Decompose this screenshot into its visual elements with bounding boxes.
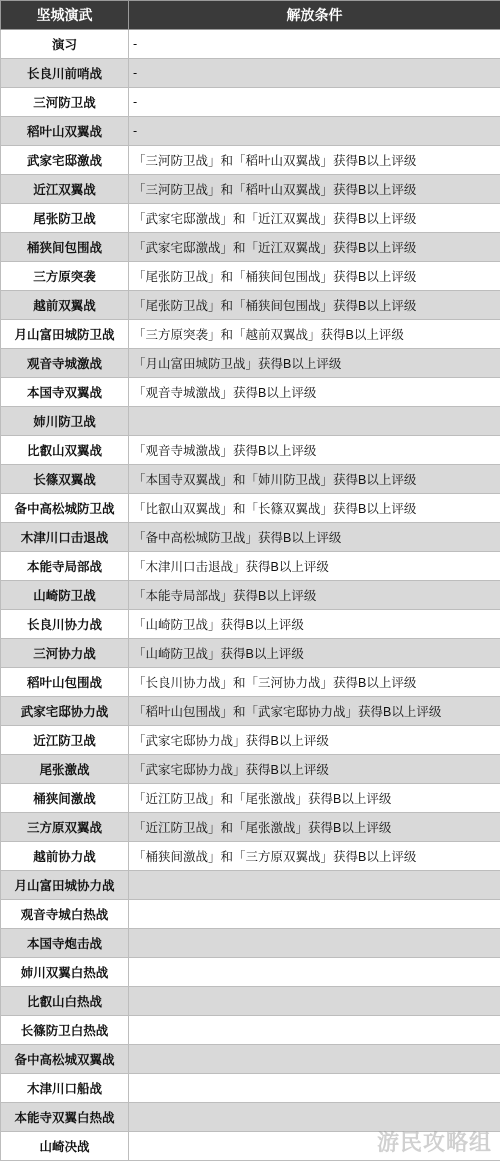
table-row <box>1 639 500 668</box>
column-header-stage: 坚城演武 <box>1 1 129 30</box>
table-row <box>1 726 500 755</box>
unlock-condition-cell <box>129 1016 500 1045</box>
table-row <box>1 929 500 958</box>
table-row <box>1 1074 500 1103</box>
watermark-logo: 游民攻略组 <box>376 1131 492 1156</box>
stage-name-cell: 山崎防卫战 <box>1 581 129 610</box>
table-row <box>1 175 500 204</box>
table-row <box>1 378 500 407</box>
unlock-condition-cell: 「三河防卫战」和「稻叶山双翼战」获得B以上评级 <box>129 175 500 204</box>
unlock-condition-cell: 「尾张防卫战」和「桶狭间包围战」获得B以上评级 <box>129 291 500 320</box>
table-row <box>1 291 500 320</box>
unlock-condition-cell: 「本能寺局部战」获得B以上评级 <box>129 581 500 610</box>
unlock-condition-cell: 「木津川口击退战」获得B以上评级 <box>129 552 500 581</box>
unlock-condition-cell: - <box>129 88 500 117</box>
unlock-condition-cell: 「三方原突袭」和「越前双翼战」获得B以上评级 <box>129 320 500 349</box>
stage-name-cell: 本国寺双翼战 <box>1 378 129 407</box>
table-row <box>1 320 500 349</box>
unlock-condition-cell: 「尾张防卫战」和「桶狭间包围战」获得B以上评级 <box>129 262 500 291</box>
unlock-condition-cell: 「本国寺双翼战」和「姉川防卫战」获得B以上评级 <box>129 465 500 494</box>
unlock-condition-cell: - <box>129 117 500 146</box>
table-row <box>1 407 500 436</box>
table-row <box>1 1045 500 1074</box>
table-row <box>1 755 500 784</box>
unlock-condition-cell <box>129 929 500 958</box>
stage-name-cell: 比叡山白热战 <box>1 987 129 1016</box>
stage-name-cell: 姉川双翼白热战 <box>1 958 129 987</box>
table-row <box>1 871 500 900</box>
table-row <box>1 784 500 813</box>
unlock-condition-cell: 「近江防卫战」和「尾张激战」获得B以上评级 <box>129 813 500 842</box>
unlock-condition-cell: 「武家宅邸激战」和「近江双翼战」获得B以上评级 <box>129 233 500 262</box>
table-row <box>1 987 500 1016</box>
stage-name-cell: 本能寺局部战 <box>1 552 129 581</box>
table-row <box>1 958 500 987</box>
stage-name-cell: 姉川防卫战 <box>1 407 129 436</box>
unlock-condition-cell: 「山崎防卫战」获得B以上评级 <box>129 610 500 639</box>
stage-name-cell: 近江双翼战 <box>1 175 129 204</box>
unlock-condition-cell: 「武家宅邸激战」和「近江双翼战」获得B以上评级 <box>129 204 500 233</box>
table-row <box>1 581 500 610</box>
stage-name-cell: 武家宅邸激战 <box>1 146 129 175</box>
table-row <box>1 523 500 552</box>
table-row <box>1 30 500 59</box>
unlock-condition-cell: 「山崎防卫战」获得B以上评级 <box>129 639 500 668</box>
unlock-condition-cell: 「比叡山双翼战」和「长篠双翼战」获得B以上评级 <box>129 494 500 523</box>
unlock-condition-cell: 「长良川协力战」和「三河协力战」获得B以上评级 <box>129 668 500 697</box>
unlock-condition-cell <box>129 1132 500 1161</box>
stage-name-cell: 尾张防卫战 <box>1 204 129 233</box>
stage-name-cell: 尾张激战 <box>1 755 129 784</box>
table-row <box>1 1103 500 1132</box>
stage-name-cell: 观音寺城白热战 <box>1 900 129 929</box>
stage-name-cell: 月山富田城协力战 <box>1 871 129 900</box>
stage-name-cell: 月山富田城防卫战 <box>1 320 129 349</box>
table-row <box>1 494 500 523</box>
stage-name-cell: 观音寺城激战 <box>1 349 129 378</box>
table-row <box>1 88 500 117</box>
table-row <box>1 233 500 262</box>
table-row <box>1 813 500 842</box>
table-row <box>1 465 500 494</box>
table-row <box>1 1132 500 1161</box>
stage-name-cell: 本能寺双翼白热战 <box>1 1103 129 1132</box>
stage-name-cell: 长篠双翼战 <box>1 465 129 494</box>
stage-name-cell: 三河协力战 <box>1 639 129 668</box>
unlock-condition-cell: - <box>129 59 500 88</box>
unlock-condition-cell <box>129 1074 500 1103</box>
stage-name-cell: 演习 <box>1 30 129 59</box>
unlock-condition-cell <box>129 958 500 987</box>
stage-name-cell: 武家宅邸协力战 <box>1 697 129 726</box>
table-row <box>1 146 500 175</box>
unlock-condition-cell: 「三河防卫战」和「稻叶山双翼战」获得B以上评级 <box>129 146 500 175</box>
table-row <box>1 900 500 929</box>
table-row <box>1 117 500 146</box>
stage-name-cell: 稻叶山双翼战 <box>1 117 129 146</box>
stage-name-cell: 备中高松城双翼战 <box>1 1045 129 1074</box>
stage-name-cell: 木津川口击退战 <box>1 523 129 552</box>
unlock-condition-cell: 「月山富田城防卫战」获得B以上评级 <box>129 349 500 378</box>
stage-name-cell: 三河防卫战 <box>1 88 129 117</box>
stage-name-cell: 越前协力战 <box>1 842 129 871</box>
table-row <box>1 668 500 697</box>
unlock-condition-cell: 「武家宅邸协力战」获得B以上评级 <box>129 755 500 784</box>
table-row <box>1 552 500 581</box>
unlock-condition-cell <box>129 1045 500 1074</box>
unlock-condition-cell: 「观音寺城激战」获得B以上评级 <box>129 378 500 407</box>
table-row <box>1 610 500 639</box>
stage-name-cell: 长篠防卫白热战 <box>1 1016 129 1045</box>
unlock-condition-cell <box>129 900 500 929</box>
stage-name-cell: 长良川协力战 <box>1 610 129 639</box>
unlock-condition-cell: 「备中高松城防卫战」获得B以上评级 <box>129 523 500 552</box>
unlock-condition-cell <box>129 1103 500 1132</box>
table-row <box>1 697 500 726</box>
table-row <box>1 436 500 465</box>
unlock-condition-cell <box>129 407 500 436</box>
stage-name-cell: 三方原双翼战 <box>1 813 129 842</box>
unlock-condition-cell: 「武家宅邸协力战」获得B以上评级 <box>129 726 500 755</box>
unlock-condition-cell: 「近江防卫战」和「尾张激战」获得B以上评级 <box>129 784 500 813</box>
stage-name-cell: 本国寺炮击战 <box>1 929 129 958</box>
stage-name-cell: 桶狭间激战 <box>1 784 129 813</box>
stage-name-cell: 备中高松城防卫战 <box>1 494 129 523</box>
unlock-condition-cell: - <box>129 30 500 59</box>
table-row <box>1 204 500 233</box>
stage-name-cell: 桶狭间包围战 <box>1 233 129 262</box>
table-header-row <box>1 1 500 30</box>
table-row <box>1 59 500 88</box>
unlock-condition-cell: 「桶狭间激战」和「三方原双翼战」获得B以上评级 <box>129 842 500 871</box>
stage-name-cell: 近江防卫战 <box>1 726 129 755</box>
unlock-condition-cell <box>129 871 500 900</box>
stage-name-cell: 稻叶山包围战 <box>1 668 129 697</box>
table-body <box>1 30 500 1161</box>
table-row <box>1 262 500 291</box>
unlock-condition-cell <box>129 987 500 1016</box>
unlock-condition-cell: 「观音寺城激战」获得B以上评级 <box>129 436 500 465</box>
stage-name-cell: 比叡山双翼战 <box>1 436 129 465</box>
stage-name-cell: 三方原突袭 <box>1 262 129 291</box>
stage-name-cell: 山崎决战 <box>1 1132 129 1161</box>
column-header-condition: 解放条件 <box>129 1 500 30</box>
table-row <box>1 842 500 871</box>
table-row <box>1 349 500 378</box>
unlock-condition-cell: 「稻叶山包围战」和「武家宅邸协力战」获得B以上评级 <box>129 697 500 726</box>
table-row <box>1 1016 500 1045</box>
stage-name-cell: 越前双翼战 <box>1 291 129 320</box>
stage-name-cell: 木津川口船战 <box>1 1074 129 1103</box>
stage-name-cell: 长良川前哨战 <box>1 59 129 88</box>
